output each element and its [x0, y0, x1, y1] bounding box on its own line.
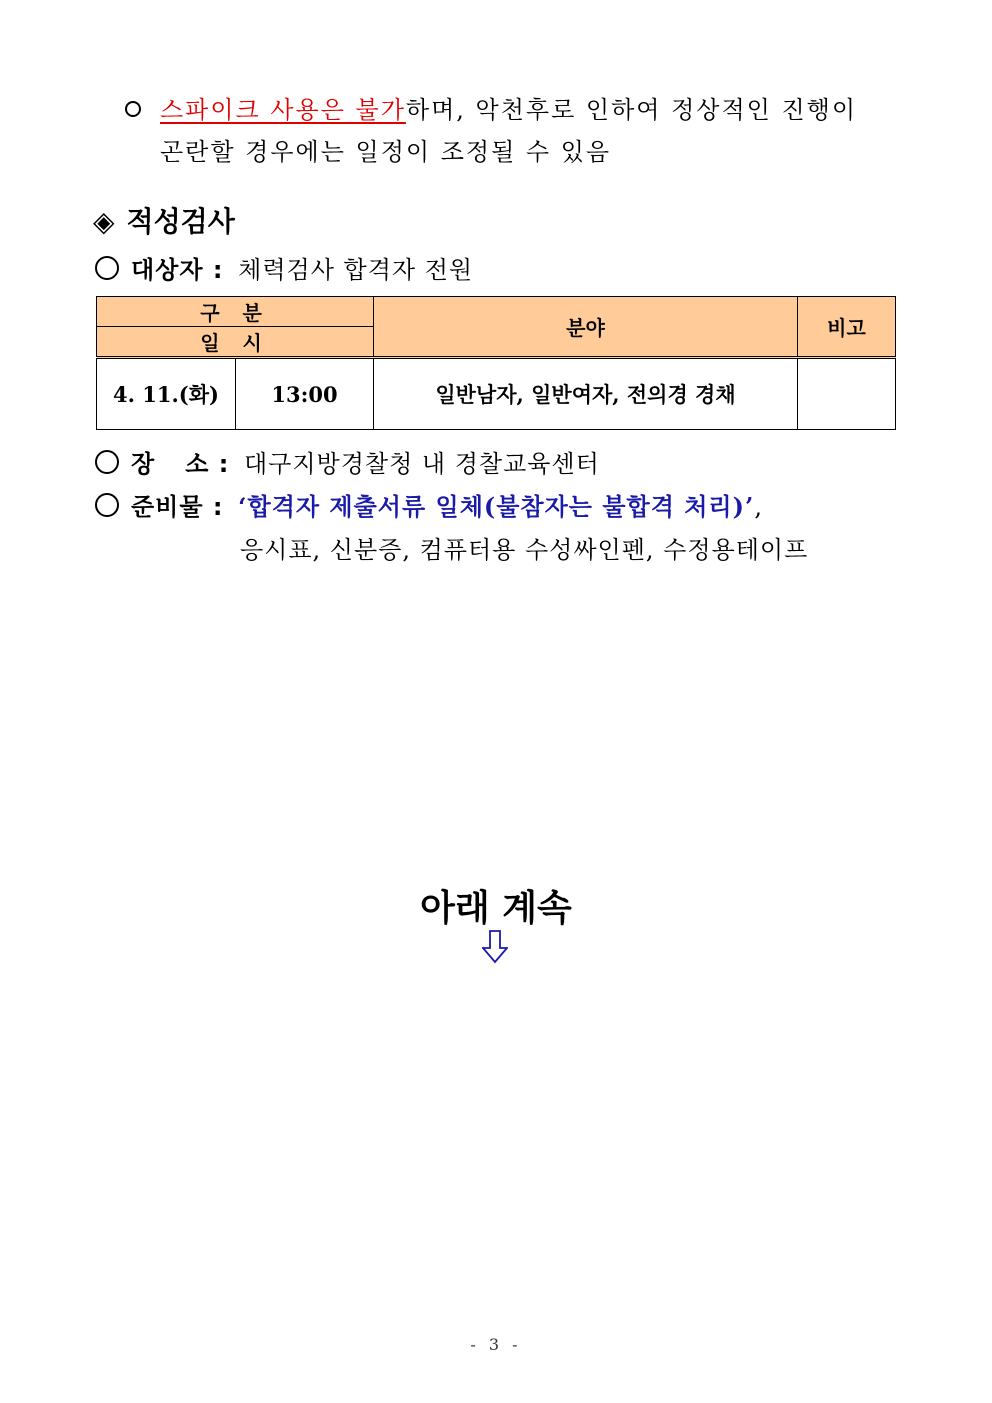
- target-item: [95, 250, 473, 285]
- circle-bullet-icon: [95, 493, 119, 517]
- page-number: - 3 -: [470, 1335, 522, 1354]
- header-note: 비고: [798, 297, 896, 358]
- prep-item: [95, 487, 763, 522]
- prep-value-emphasis: ‘합격자 제출서류 일체(불참자는 불합격 처리)’: [238, 492, 755, 521]
- header-datetime: 일 시: [97, 327, 374, 358]
- section-heading: [93, 200, 235, 240]
- place-item: [95, 444, 600, 479]
- place-value: 대구지방경찰청 내 경찰교육센터: [243, 450, 600, 478]
- bullet-paragraph-line1: [160, 90, 857, 125]
- circle-bullet-icon: [95, 256, 119, 280]
- prep-label: 준비물 :: [131, 493, 224, 521]
- place-label-b: 소 :: [185, 450, 230, 478]
- diamond-bullet-icon: ◈: [93, 205, 115, 238]
- table-header-row: [97, 297, 896, 327]
- cell-field: 일반남자, 일반여자, 전의경 경채: [374, 358, 798, 430]
- target-label: 대상자 :: [131, 256, 224, 284]
- bullet-paragraph-line2: 곤란할 경우에는 일정이 조정될 수 있음: [160, 138, 612, 166]
- header-field: 분야: [374, 297, 798, 358]
- prep-value-line2: 응시표, 신분증, 컴퓨터용 수성싸인펜, 수정용테이프: [240, 536, 809, 564]
- down-arrow-icon: [482, 930, 508, 964]
- continue-notice: 아래 계속: [420, 888, 572, 929]
- section-title: 적성검사: [126, 205, 235, 238]
- circle-bullet-icon: [95, 450, 119, 474]
- cell-date: 4. 11.(화): [97, 358, 236, 430]
- bullet-rest-text: 하며, 악천후로 인하여 정상적인 진행이: [405, 96, 858, 124]
- highlight-text: 스파이크 사용은 불가: [160, 96, 406, 124]
- cell-time: 13:00: [236, 358, 374, 430]
- cell-note: [798, 358, 896, 430]
- place-label-a: 장: [131, 450, 156, 478]
- header-category: 구 분: [97, 297, 374, 327]
- prep-comma: ,: [754, 493, 763, 521]
- small-circle-bullet-icon: [125, 101, 141, 117]
- target-value: 체력검사 합격자 전원: [238, 256, 474, 284]
- schedule-table: [96, 296, 896, 430]
- table-row: [97, 358, 896, 430]
